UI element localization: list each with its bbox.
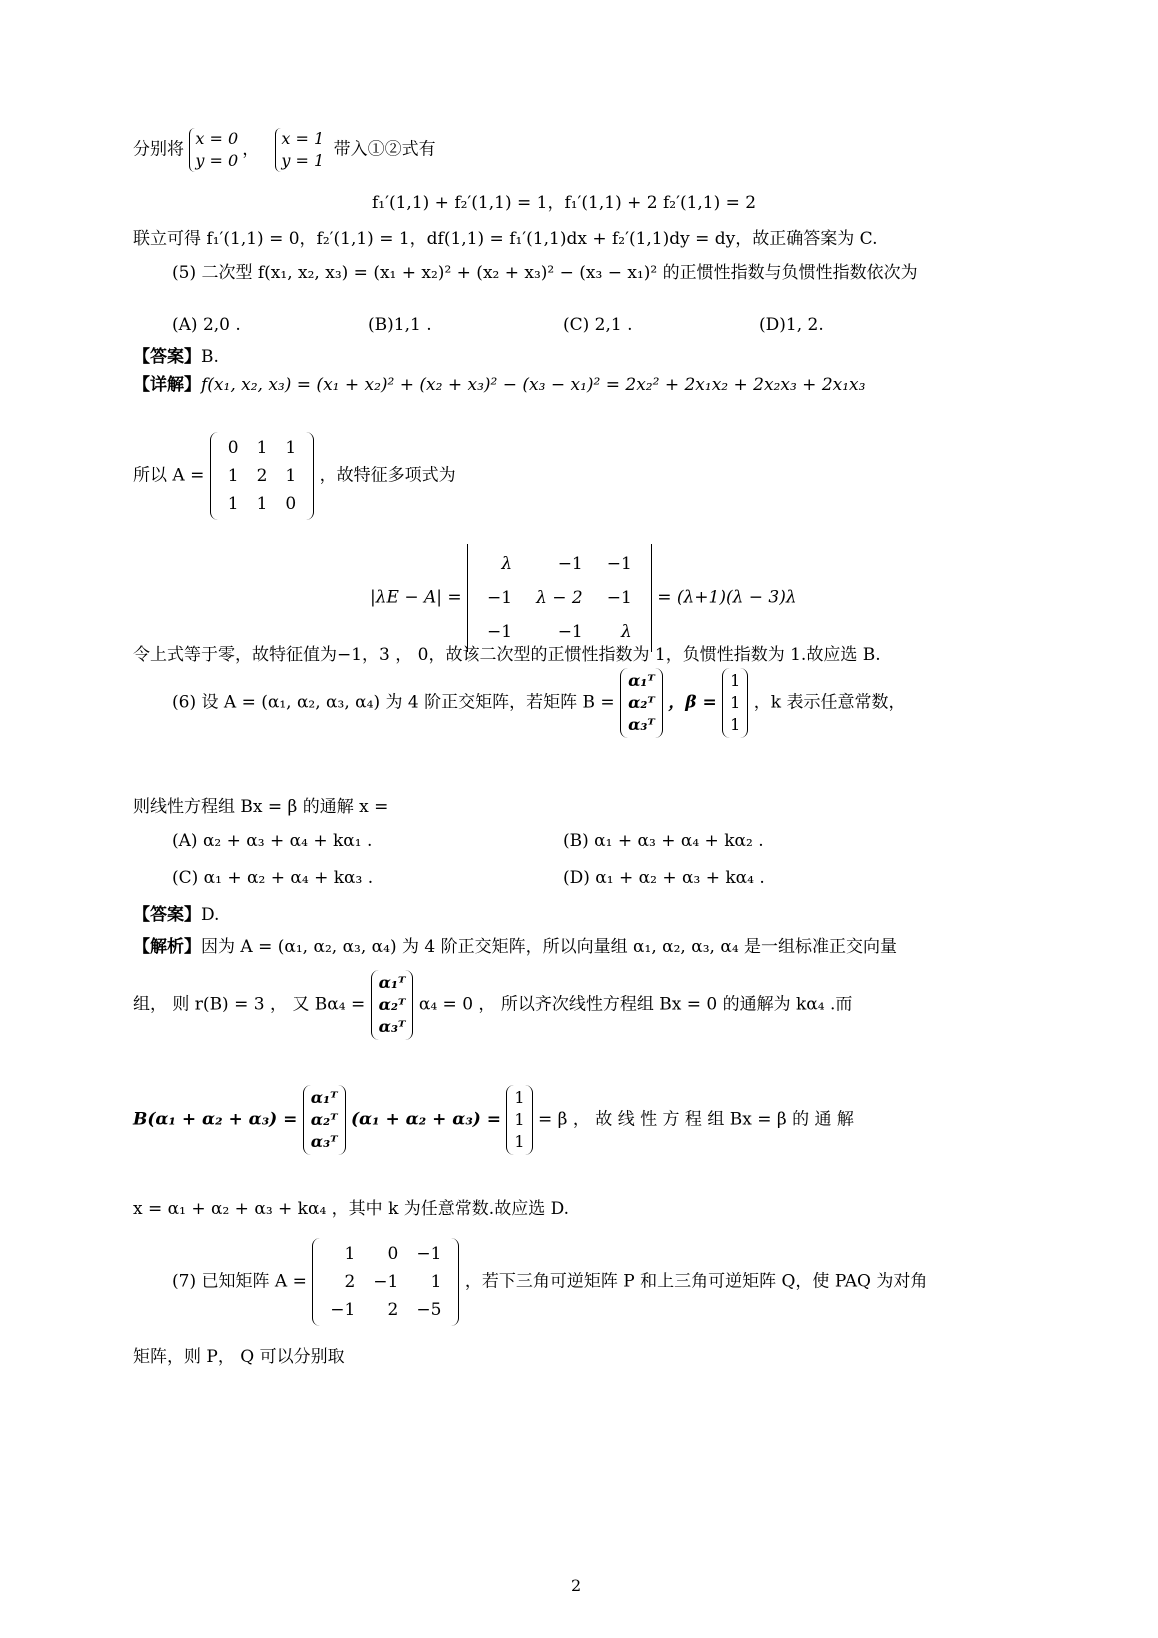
- q6-analysis-2: 组， 则 r(B) = 3 ， 又 Bα₄ = α₁ᵀ α₂ᵀ α₃ᵀ α₄ = 0 ， 所以齐次线性方程组 Bx = 0 的通解为 kα₄ .而: [133, 970, 852, 1040]
- brace-system-1: x = 0 y = 0: [189, 128, 242, 172]
- q6-analysis-4: x = α₁ + α₂ + α₃ + kα₄ ，其中 k 为任意常数.故应选 D.: [133, 1199, 570, 1219]
- ones-vector: 1 1 1: [506, 1085, 532, 1155]
- q7-stem-continued: 矩阵，则 P， Q 可以分别取: [133, 1347, 345, 1367]
- matrix-a: 0 1 1 1 2 1 1 1 0: [210, 432, 314, 520]
- equation-pair: f₁′(1,1) + f₂′(1,1) = 1，f₁′(1,1) + 2 f₂′(1,1) = 2: [372, 193, 757, 213]
- matrix-b-column: α₁ᵀ α₂ᵀ α₃ᵀ: [620, 668, 663, 738]
- question-6-stem: (6) 设 A = (α₁, α₂, α₃, α₄) 为 4 阶正交矩阵，若矩阵 B = α₁ᵀ α₂ᵀ α₃ᵀ ，β = 1 1 1 ，k 表示任意常数，: [172, 668, 905, 738]
- characteristic-determinant: |λE − A| = λ −1 −1 −1 λ − 2 −1 −1 −1 λ = (λ+1)(λ − 3)λ: [370, 544, 797, 652]
- question-7-stem: (7) 已知矩阵 A = 1 0 −1 2 −1 1 −1 2 −5 ，若下三角可逆矩阵 P 和上三角可逆矩阵 Q，使 PAQ 为对角: [172, 1238, 927, 1326]
- matrix-b-column-3: α₁ᵀ α₂ᵀ α₃ᵀ: [303, 1085, 346, 1155]
- q5-option-a: (A) 2,0 .: [172, 315, 241, 335]
- matrix-a-q7: 1 0 −1 2 −1 1 −1 2 −5: [312, 1238, 459, 1326]
- solution-line: 联立可得 f₁′(1,1) = 0，f₂′(1,1) = 1，df(1,1) = f₁′(1,1)dx + f₂′(1,1)dy = dy，故正确答案为 C.: [133, 229, 878, 249]
- q6-option-a: (A) α₂ + α₃ + α₄ + kα₁ .: [172, 831, 373, 851]
- q5-option-b: (B)1,1 .: [368, 315, 432, 335]
- q6-stem-continued: 则线性方程组 Bx = β 的通解 x =: [133, 797, 389, 817]
- q6-option-c: (C) α₁ + α₂ + α₄ + kα₃ .: [172, 868, 374, 888]
- brace-system-2: x = 1 y = 1: [275, 128, 328, 172]
- q6-answer: 【答案】D.: [133, 905, 220, 925]
- q5-answer: 【答案】B.: [133, 347, 219, 367]
- q5-conclusion: 令上式等于零，故特征值为−1，3 ， 0，故该二次型的正惯性指数为 1，负惯性指数为 1.故应选 B.: [133, 645, 881, 665]
- beta-vector: 1 1 1: [722, 668, 748, 738]
- q6-analysis-1: 【解析】因为 A = (α₁, α₂, α₃, α₄) 为 4 阶正交矩阵，所以向量组 α₁, α₂, α₃, α₄ 是一组标准正交向量: [133, 937, 898, 957]
- q6-option-b: (B) α₁ + α₃ + α₄ + kα₂ .: [563, 831, 764, 851]
- question-5-stem: (5) 二次型 f(x₁, x₂, x₃) = (x₁ + x₂)² + (x₂ + x₃)² − (x₃ − x₁)² 的正惯性指数与负惯性指数依次为: [172, 263, 918, 283]
- matrix-b-column-2: α₁ᵀ α₂ᵀ α₃ᵀ: [371, 970, 414, 1040]
- q6-option-d: (D) α₁ + α₂ + α₃ + kα₄ .: [563, 868, 765, 888]
- determinant: λ −1 −1 −1 λ − 2 −1 −1 −1 λ: [467, 544, 652, 652]
- q5-matrix-line: 所以 A = 0 1 1 1 2 1 1 1 0 ，故特征多项式为: [133, 432, 456, 520]
- q6-analysis-3: B(α₁ + α₂ + α₃) = α₁ᵀ α₂ᵀ α₃ᵀ (α₁ + α₂ + α₃) = 1 1 1 = β ， 故 线 性 方 程 组 Bx = β 的 通 解: [133, 1085, 854, 1155]
- q5-option-c: (C) 2,1 .: [563, 315, 633, 335]
- page-number: 2: [571, 1576, 582, 1595]
- substitution-line: 分别将 x = 0 y = 0 ， x = 1 y = 1 带入①②式有: [133, 129, 436, 170]
- q5-detail: 【详解】f(x₁, x₂, x₃) = (x₁ + x₂)² + (x₂ + x₃)² − (x₃ − x₁)² = 2x₂² + 2x₁x₂ + 2x₂x₃ + 2x₁x₃: [133, 375, 866, 395]
- q5-option-d: (D)1, 2.: [759, 315, 824, 335]
